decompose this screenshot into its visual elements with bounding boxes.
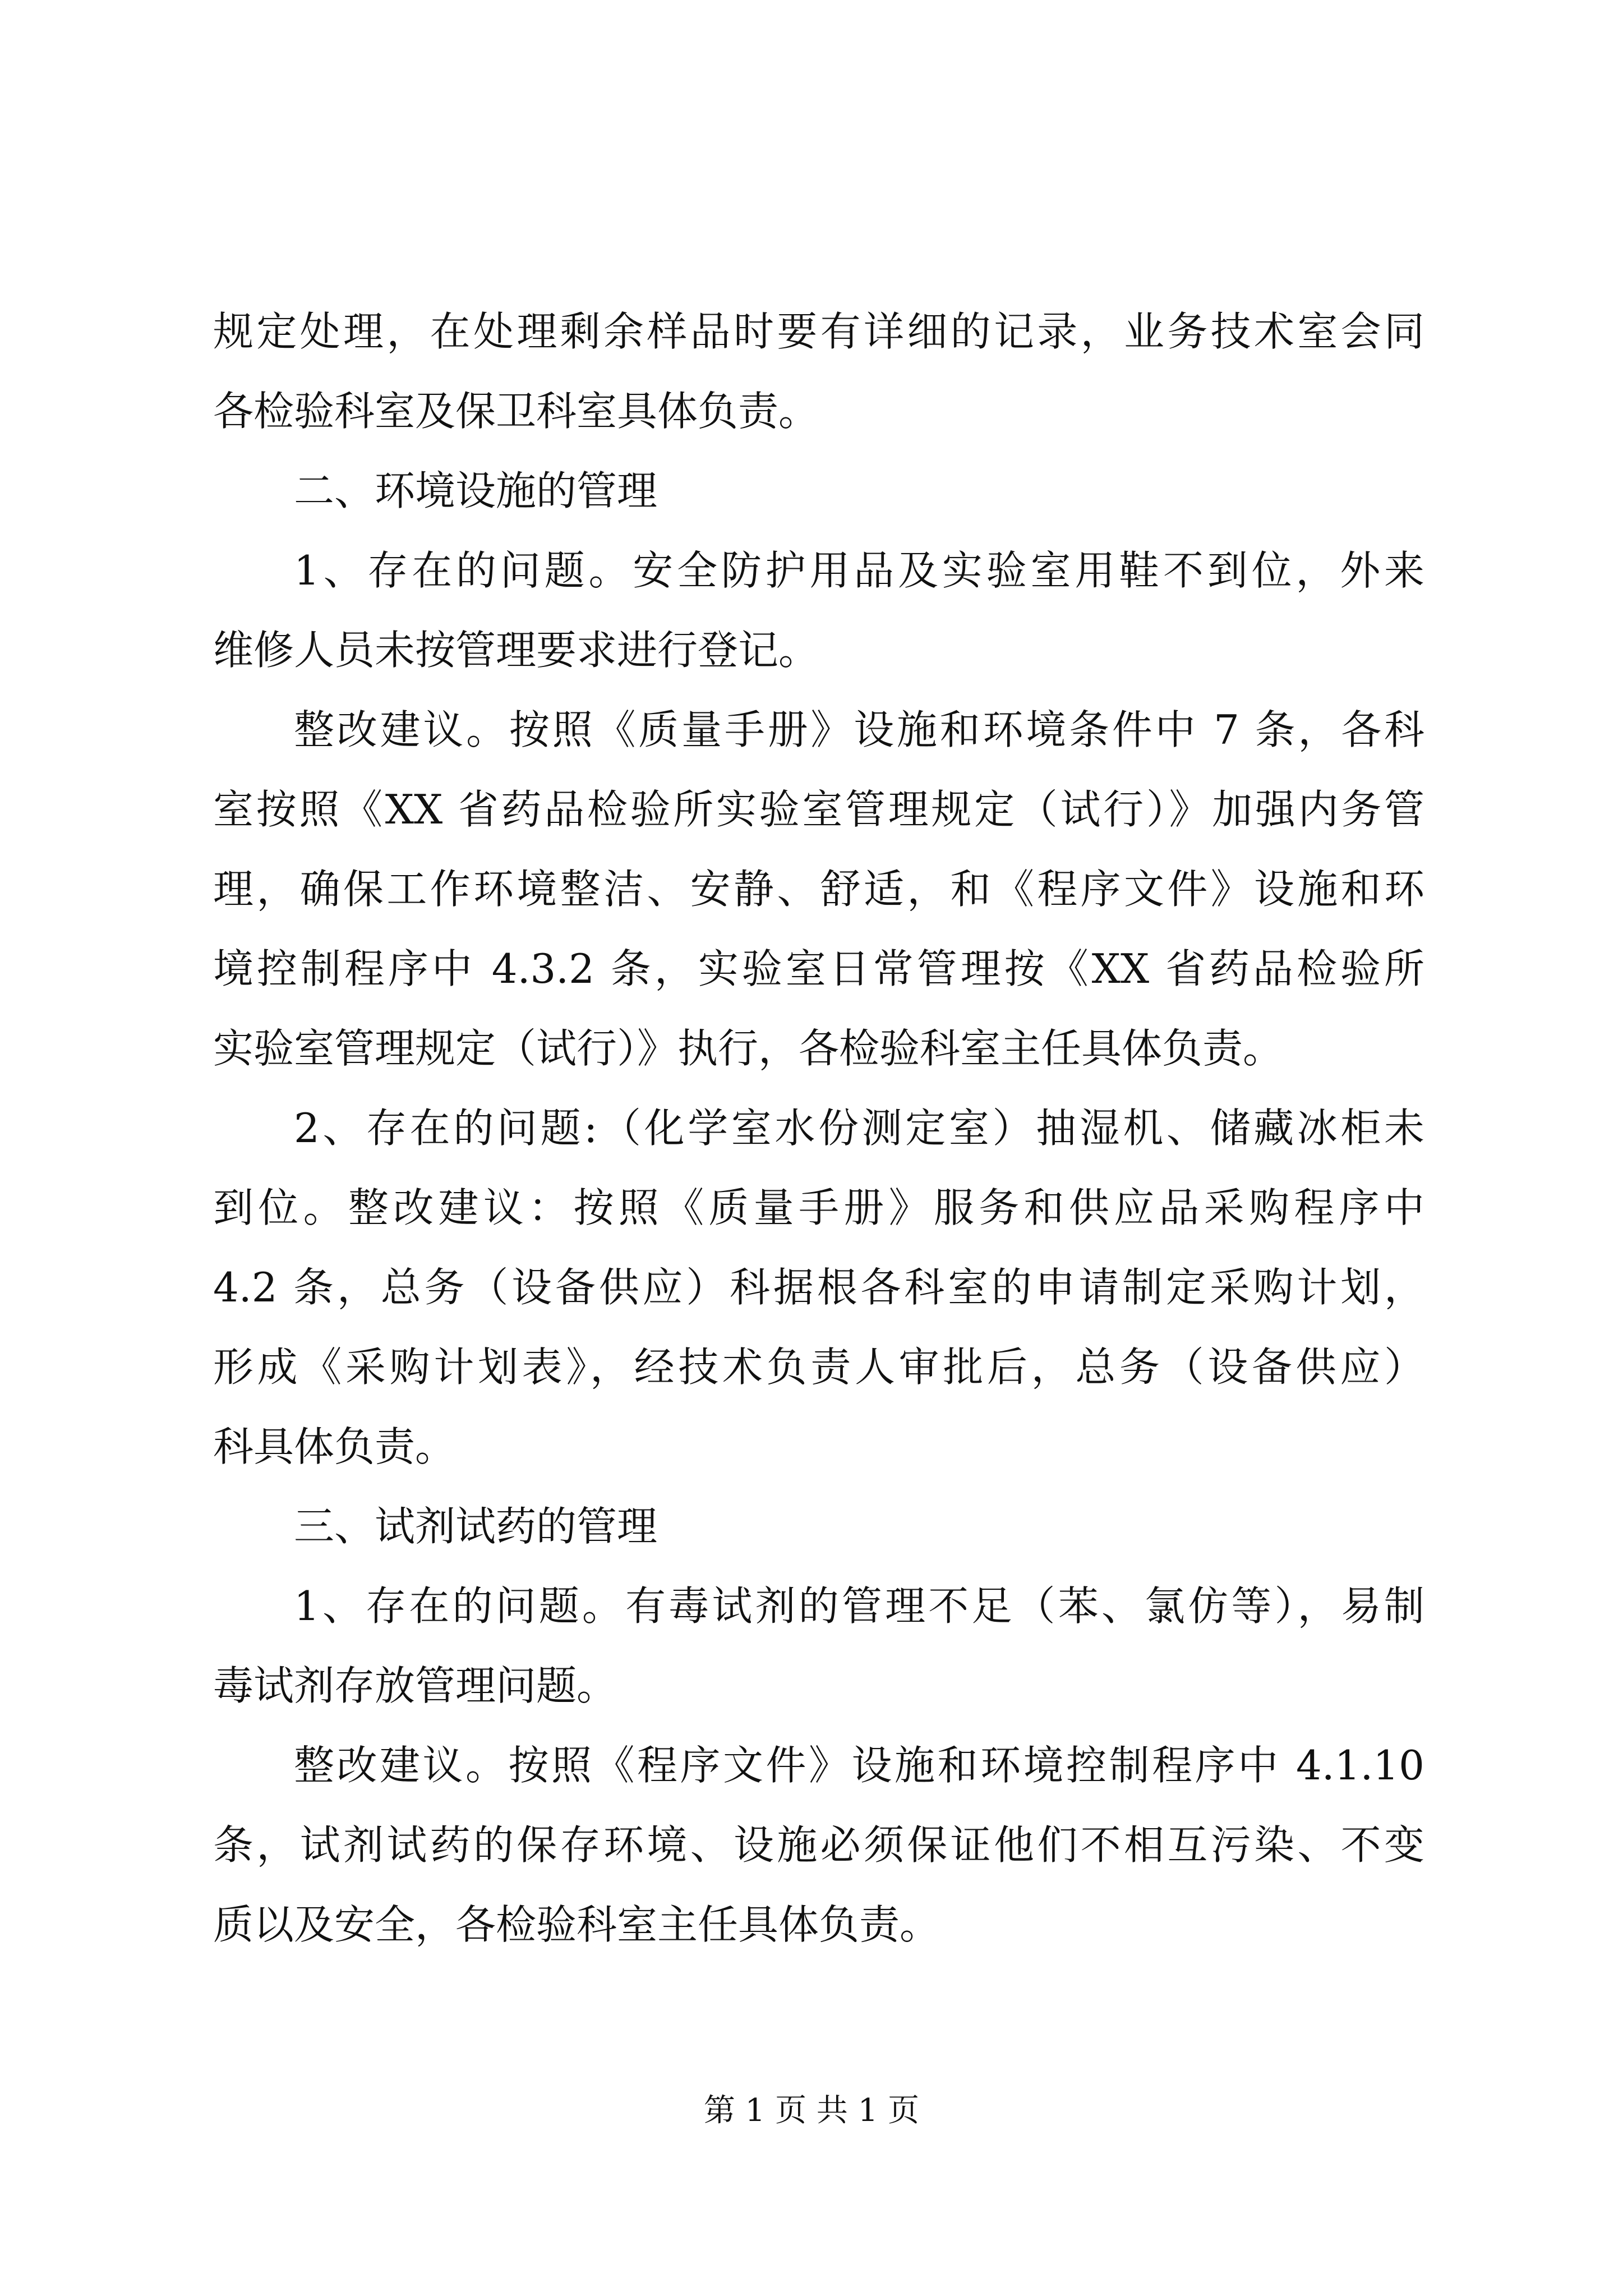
paragraph-line: 1、存在的问题。有毒试剂的管理不足（苯、氯仿等），易制 — [294, 1582, 1424, 1630]
paragraph-line: 各检验科室及保卫科室具体负责。 — [213, 388, 819, 435]
paragraph-line: 整改建议。按照《程序文件》设施和环境控制程序中 4.1.10 — [294, 1742, 1424, 1789]
section-heading: 三、试剂试药的管理 — [294, 1503, 658, 1550]
document-body — [213, 292, 1424, 1964]
paragraph-line: 到位。整改建议：按照《质量手册》服务和供应品采购程序中 — [213, 1184, 1424, 1231]
paragraph-line: 4.2 条，总务（设备供应）科据根各科室的申请制定采购计划， — [213, 1264, 1424, 1311]
section-heading: 二、环境设施的管理 — [294, 467, 658, 514]
paragraph-line: 境控制程序中 4.3.2 条，实验室日常管理按《XX 省药品检验所 — [213, 945, 1424, 992]
paragraph-line: 质以及安全，各检验科室主任具体负责。 — [213, 1901, 940, 1948]
paragraph-line: 理，确保工作环境整洁、安静、舒适，和《程序文件》设施和环 — [213, 866, 1424, 913]
page-number-footer: 第 1 页 共 1 页 — [703, 2092, 920, 2129]
paragraph-line: 规定处理，在处理剩余样品时要有详细的记录，业务技术室会同 — [213, 308, 1424, 355]
paragraph-line: 毒试剂存放管理问题。 — [213, 1662, 617, 1709]
paragraph-line: 形成《采购计划表》，经技术负责人审批后，总务（设备供应） — [213, 1343, 1424, 1391]
paragraph-line: 实验室管理规定（试行）》执行，各检验科室主任具体负责。 — [213, 1025, 1284, 1072]
paragraph-line: 室按照《XX 省药品检验所实验室管理规定（试行）》加强内务管 — [213, 786, 1424, 833]
paragraph-line: 条，试剂试药的保存环境、设施必须保证他们不相互污染、不变 — [213, 1821, 1424, 1869]
paragraph-line: 1、存在的问题。安全防护用品及实验室用鞋不到位，外来 — [294, 547, 1424, 594]
paragraph-line: 整改建议。按照《质量手册》设施和环境条件中 7 条，各科 — [294, 706, 1424, 753]
paragraph-line: 2、存在的问题:（化学室水份测定室）抽湿机、储藏冰柜未 — [294, 1105, 1424, 1152]
paragraph-line: 维修人员未按管理要求进行登记。 — [213, 627, 819, 674]
paragraph-line: 科具体负责。 — [213, 1423, 456, 1470]
